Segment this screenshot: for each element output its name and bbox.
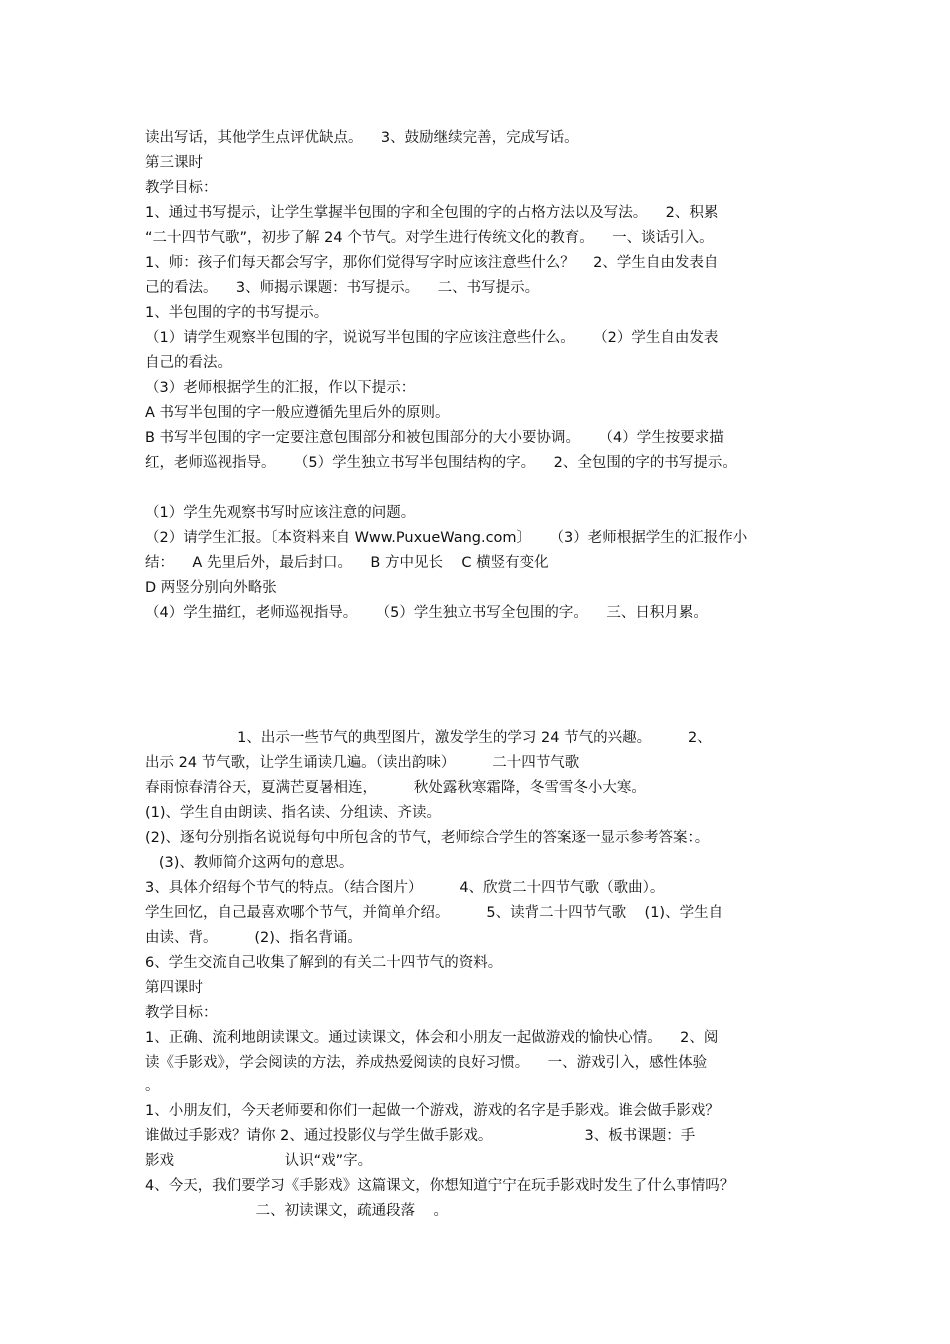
text-line: 。 bbox=[145, 1078, 160, 1094]
text-line: 1、师：孩子们每天都会写字，那你们觉得写字时应该注意些什么？ 2、学生自由发表自 bbox=[145, 255, 719, 271]
text-line: 自己的看法。 bbox=[145, 355, 232, 371]
text-line: 影戏 认识“戏”字。 bbox=[145, 1153, 373, 1169]
text-line: （1）请学生观察半包围的字，说说写半包围的字应该注意些什么。 （2）学生自由发表 bbox=[145, 330, 719, 346]
text-line: 二、初读课文，疏通段落 。 bbox=[145, 1203, 449, 1219]
text-line: 出示 24 节气歌，让学生诵读几遍。（读出韵味） 二十四节气歌 bbox=[145, 755, 580, 771]
text-line: （3）老师根据学生的汇报，作以下提示： bbox=[145, 380, 416, 396]
text-line: 读出写话，其他学生点评优缺点。 3、鼓励继续完善，完成写话。 bbox=[145, 130, 579, 146]
section-heading: 第四课时 bbox=[145, 980, 203, 996]
poem-line: 春雨惊春清谷天，夏满芒夏暑相连， 秋处露秋寒霜降，冬雪雪冬小大寒。 bbox=[145, 780, 646, 796]
text-line: 己的看法。 3、师揭示课题：书写提示。 二、书写提示。 bbox=[145, 280, 540, 296]
text-line: 1、小朋友们，今天老师要和你们一起做一个游戏，游戏的名字是手影戏。谁会做手影戏？ bbox=[145, 1103, 720, 1119]
text-line: 学生回忆，自己最喜欢哪个节气，并简单介绍。 5、读背二十四节气歌 (1)、学生自 bbox=[145, 905, 724, 921]
text-line: 由读、背。 (2)、指名背诵。 bbox=[145, 930, 362, 946]
text-line: （1）学生先观察书写时应该注意的问题。 bbox=[145, 505, 416, 521]
text-line: （4）学生描红，老师巡视指导。 （5）学生独立书写全包围的字。 三、日积月累。 bbox=[145, 605, 708, 621]
text-line: 读《手影戏》，学会阅读的方法，养成热爱阅读的良好习惯。 一、游戏引入，感性体验 bbox=[145, 1055, 708, 1071]
text-line: “二十四节气歌”，初步了解 24 个节气。对学生进行传统文化的教育。 一、谈话引入。 bbox=[145, 230, 714, 246]
section-heading: 第三课时 bbox=[145, 155, 203, 171]
text-line: 6、学生交流自己收集了解到的有关二十四节气的资料。 bbox=[145, 955, 503, 971]
text-line: B 书写半包围的字一定要注意包围部分和被包围部分的大小要协调。 （4）学生按要求描 bbox=[145, 430, 724, 446]
text-line: (1)、学生自由朗读、指名读、分组读、齐读。 bbox=[145, 805, 442, 821]
text-line: 1、通过书写提示，让学生掌握半包围的字和全包围的字的占格方法以及写法。 2、积累 bbox=[145, 205, 719, 221]
text-line: A 书写半包围的字一般应遵循先里后外的原则。 bbox=[145, 405, 450, 421]
subheading: 教学目标： bbox=[145, 1005, 218, 1021]
text-line: 3、具体介绍每个节气的特点。（结合图片） 4、欣赏二十四节气歌（歌曲）。 bbox=[145, 880, 665, 896]
text-line: 1、出示一些节气的典型图片，激发学生的学习 24 节气的兴趣。 2、 bbox=[145, 730, 712, 746]
text-line: 结： A 先里后外，最后封口。 B 方中见长 C 横竖有变化 bbox=[145, 555, 549, 571]
text-line: 谁做过手影戏？请你 2、通过投影仪与学生做手影戏。 3、板书课题：手 bbox=[145, 1128, 696, 1144]
text-line: 1、半包围的字的书写提示。 bbox=[145, 305, 329, 321]
text-line: D 两竖分别向外略张 bbox=[145, 580, 277, 596]
text-line: (2)、逐句分别指名说说每句中所包含的节气，老师综合学生的答案逐一显示参考答案：。 bbox=[145, 830, 710, 846]
text-line: (3)、教师简介这两句的意思。 bbox=[145, 855, 354, 871]
text-line: 4、今天，我们要学习《手影戏》这篇课文，你想知道宁宁在玩手影戏时发生了什么事情吗？ bbox=[145, 1178, 735, 1194]
text-line: 1、正确、流利地朗读课文。通过读课文，体会和小朋友一起做游戏的愉快心情。 2、阅 bbox=[145, 1030, 719, 1046]
subheading: 教学目标： bbox=[145, 180, 218, 196]
text-line: 红，老师巡视指导。 （5）学生独立书写半包围结构的字。 2、全包围的字的书写提示。 bbox=[145, 455, 737, 471]
text-line: （2）请学生汇报。〔本资料来自 Www.PuxueWang.com〕 （3）老师根据学生的汇报作小 bbox=[145, 530, 748, 546]
